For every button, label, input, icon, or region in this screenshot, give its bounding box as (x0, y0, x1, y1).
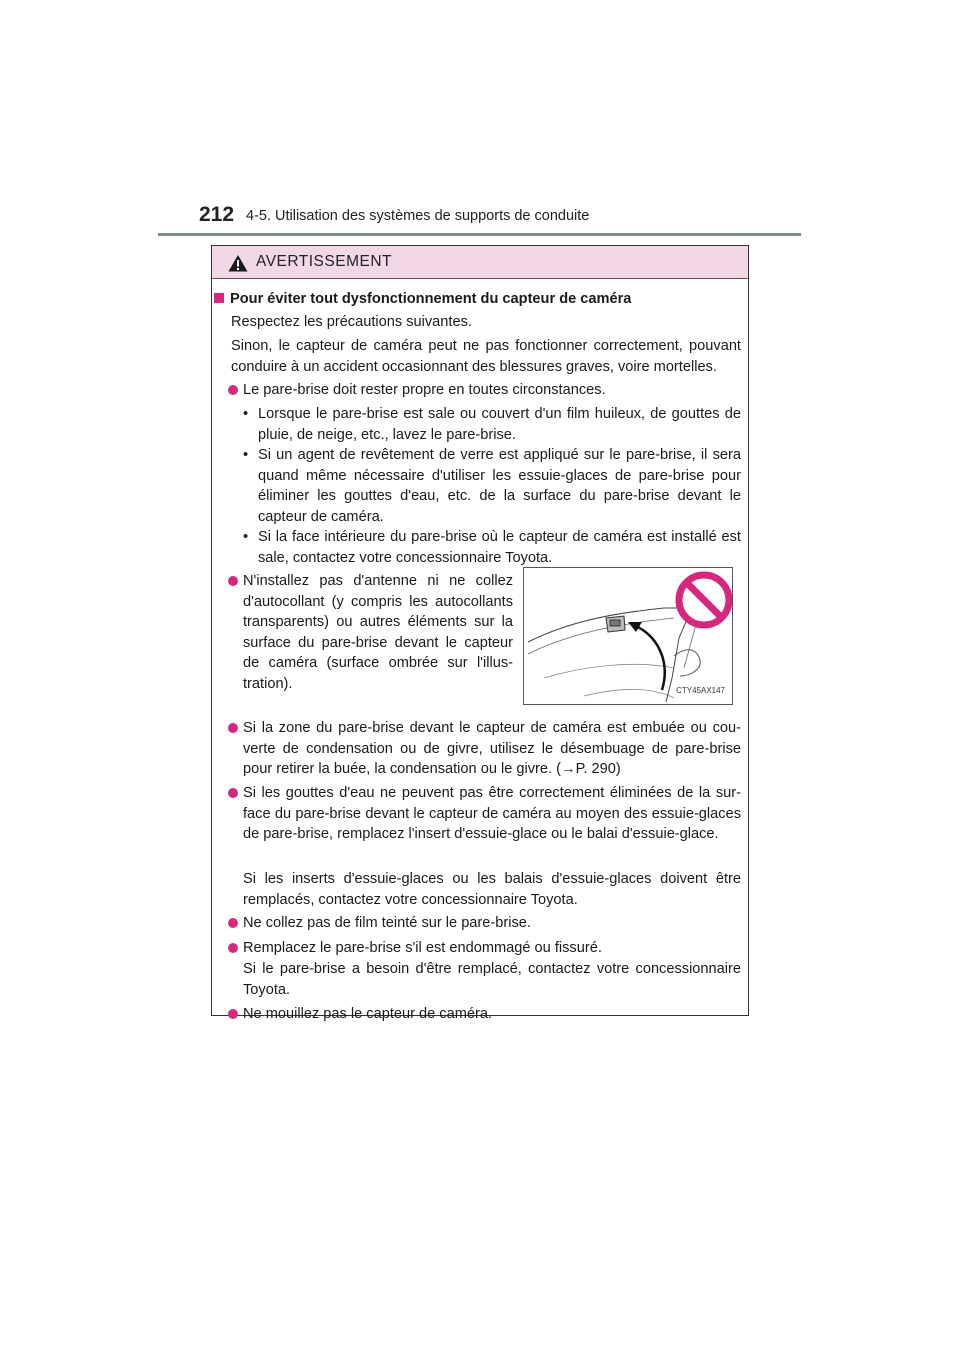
intro-paragraph-2: Sinon, le capteur de caméra peut ne pas fonctionner correctement, pouvant conduire à un accident occasionnant des blessures graves, voire mortelles. (231, 338, 741, 375)
circle-bullet-icon (228, 1009, 238, 1019)
circle-bullet-icon (228, 943, 238, 953)
warning-subheading (214, 289, 631, 310)
subheading-text: Pour éviter tout dysfonctionnement du capteur de caméra (230, 291, 632, 307)
item-3-text: Si la zone du pare-brise devant le capteur de caméra est embuée ou cou-verte de condensation ou de givre, utilisez le désembuage de pare-brise pour retirer la buée, la condensation ou le givre. (→P. 290) (243, 720, 741, 777)
item-1-text: Le pare-brise doit rester propre en toutes circonstances. (243, 382, 606, 398)
page-header (199, 200, 809, 230)
section-title: 4-5. Utilisation des systèmes de supports de conduite (246, 208, 590, 224)
item-1-bullet-1 (243, 404, 741, 445)
item-2-text: N'installez pas d'antenne ni ne collez d'autocollant (y compris les autocollants transparents) ou autres éléments sur la surface du pare-brise devant le capteur de caméra (surface ombrée sur l'illus-tration). (243, 573, 513, 692)
item-6-note: Si le pare-brise a besoin d'être remplacé, contactez votre concessionnaire Toyota. (243, 961, 741, 998)
item-4-text: Si les gouttes d'eau ne peuvent pas être correctement éliminées de la sur-face du pare-brise devant le capteur de caméra au moyen des essuie-glaces de pare-brise, remplacez l'insert d'essuie-glace ou le balai d'essuie-glace. (243, 785, 741, 842)
warning-title: AVERTISSEMENT (256, 253, 392, 270)
item-7-text: Ne mouillez pas le capteur de caméra. (243, 1006, 493, 1022)
circle-bullet-icon (228, 918, 238, 928)
item-1-bullet-3 (243, 527, 741, 568)
dot-bullet-icon: • (243, 529, 249, 545)
item-5-text: Ne collez pas de film teinté sur le pare-brise. (243, 915, 531, 931)
circle-bullet-icon (228, 576, 238, 586)
figure-caption: CTY45AX147 (676, 685, 725, 695)
windshield-illustration (523, 567, 733, 705)
bullet-2-text: Si un agent de revêtement de verre est appliqué sur le pare-brise, il sera quand même nécessaire d'utiliser les essuie-glaces de pare-brise pour éliminer les gouttes d'eau, etc. de la surface du pare-brise devant le capteur de caméra. (258, 447, 741, 525)
bullet-3-text: Si la face intérieure du pare-brise où le capteur de caméra est installé est sale, contactez votre concessionnaire Toyota. (258, 529, 741, 566)
circle-bullet-icon (228, 723, 238, 733)
item-1-bullet-2 (243, 445, 741, 527)
page-number: 212 (199, 203, 235, 226)
dot-bullet-icon: • (243, 406, 249, 422)
warning-triangle-icon (228, 254, 248, 272)
header-rule (158, 233, 801, 236)
warning-box (211, 245, 749, 1022)
dot-bullet-icon: • (243, 447, 249, 463)
bullet-1-text: Lorsque le pare-brise est sale ou couvert d'un film huileux, de gouttes de pluie, de neige, etc., lavez le pare-brise. (258, 406, 741, 443)
circle-bullet-icon (228, 385, 238, 395)
intro-paragraph-1: Respectez les précautions suivantes. (231, 314, 472, 330)
warning-header (212, 246, 748, 279)
square-bullet-icon (214, 293, 224, 303)
item-6-text: Remplacez le pare-brise s'il est endommagé ou fissuré. (243, 940, 602, 956)
item-4-note: Si les inserts d'essuie-glaces ou les balais d'essuie-glaces doivent être remplacés, contactez votre concessionnaire Toyota. (243, 871, 741, 908)
circle-bullet-icon (228, 788, 238, 798)
